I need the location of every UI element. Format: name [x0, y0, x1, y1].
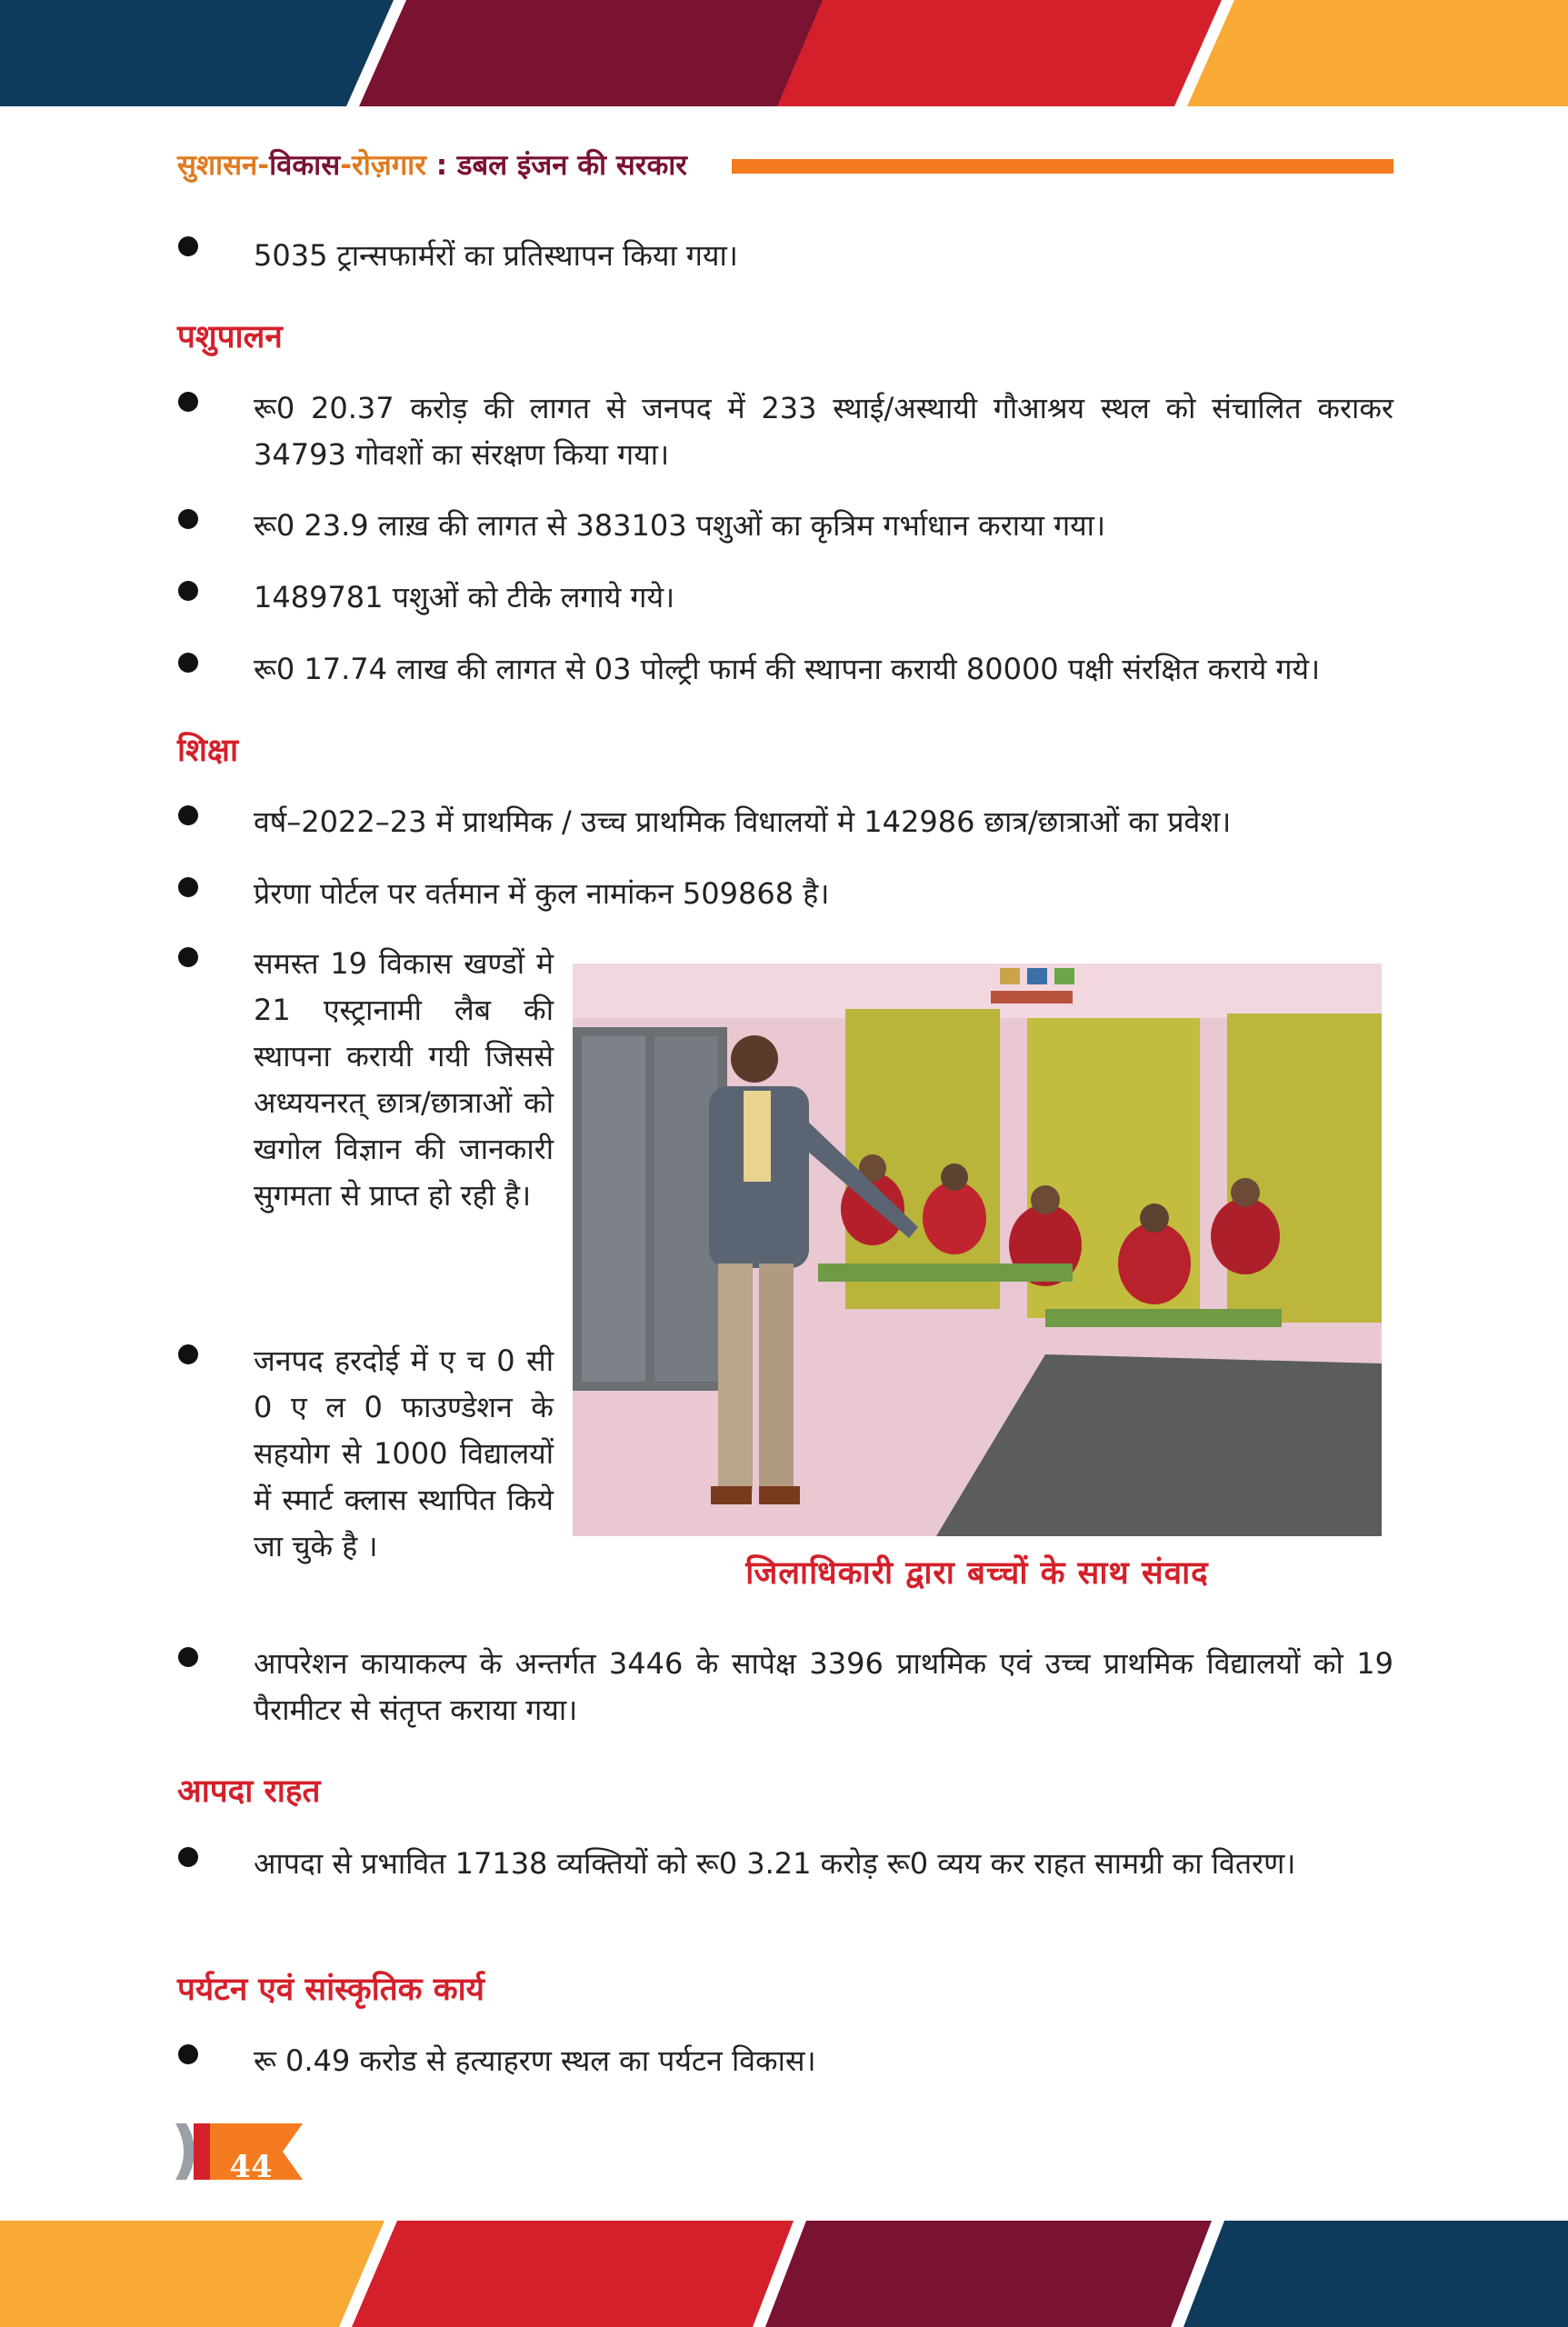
- list-item: आपदा से प्रभावित 17138 व्यक्तियों को रू0 3.21 करोड़ रू0 व्यय कर राहत सामग्री का वितरण।: [254, 1846, 1296, 1881]
- list-item: रू0 20.37 करोड़ की लागत से जनपद में 233 स्थाई/अस्थायी गौआश्रय स्थल को संचालित कराकर 34793 गोवशों का संरक्षण किया गया।: [254, 391, 1393, 472]
- section-title-shiksha: शिक्षा: [177, 733, 239, 769]
- bullet-icon: [178, 877, 198, 897]
- classroom-photo: [573, 964, 1382, 1536]
- bullet-icon: [178, 581, 198, 601]
- bullet-icon: [178, 1847, 198, 1867]
- header-rule: [732, 159, 1393, 174]
- list-item: वर्ष–2022–23 में प्राथमिक / उच्च प्राथमिक विधालयों मे 142986 छात्र/छात्राओं का प्रवेश।: [254, 804, 1232, 839]
- bullet-icon: [178, 509, 198, 529]
- bullet-icon: [178, 947, 198, 967]
- header-title-part2: विकास: [269, 149, 341, 182]
- section-title-paryatan: पर्यटन एवं सांस्कृतिक कार्य: [177, 1972, 484, 2008]
- top-color-band: [0, 0, 1568, 106]
- photo-caption: जिलाधिकारी द्वारा बच्चों के साथ संवाद: [745, 1555, 1209, 1592]
- list-item: आपरेशन कायाकल्प के अन्तर्गत 3446 के सापेक्ष 3396 प्राथमिक एवं उच्च प्राथमिक विद्यालयों को 19 पैरामीटर से संतृप्त कराया गया।: [254, 1646, 1393, 1727]
- list-item: रू0 23.9 लाख़ की लागत से 383103 पशुओं का कृत्रिम गर्भाधान कराया गया।: [254, 508, 1106, 543]
- bullet-icon: [178, 653, 198, 673]
- intro-item: 5035 ट्रान्सफार्मरों का प्रतिस्थापन किया गया।: [254, 238, 738, 273]
- list-item: 1489781 पशुओं को टीके लगाये गये।: [254, 580, 675, 614]
- list-item: समस्त 19 विकास खण्डों मे 21 एस्ट्रानामी लैब की स्थापना करायी गयी जिससे अध्ययनरत् छात्र/छात्राओं को खगोल विज्ञान की जानकारी सुगमता से प्राप्त हो रही है।: [254, 946, 554, 1213]
- header-title-part4: : डबल इंजन की सरकार: [425, 149, 687, 182]
- section-title-aapda: आपदा राहत: [177, 1773, 321, 1810]
- header-title: [177, 145, 687, 184]
- list-item: रू 0.49 करोड से हत्याहरण स्थल का पर्यटन विकास।: [254, 2043, 816, 2078]
- bullet-icon: [178, 2044, 198, 2064]
- list-item: जनपद हरदोई में ए च 0 सी 0 ए ल 0 फाउण्डेशन के सहयोग से 1000 विद्यालयों में स्मार्ट क्लास स्थापित किये जा चुके है ।: [254, 1343, 554, 1563]
- bullet-icon: [178, 392, 198, 412]
- list-item: रू0 17.74 लाख की लागत से 03 पोल्ट्री फार्म की स्थापना करायी 80000 पक्षी संरक्षित कराये गये।: [254, 652, 1321, 686]
- list-item: प्रेरणा पोर्टल पर वर्तमान में कुल नामांकन 509868 है।: [254, 876, 830, 911]
- header-title-part1: सुशासन-: [177, 149, 270, 182]
- bullet-icon: [178, 1344, 198, 1364]
- bullet-icon: [178, 1647, 198, 1667]
- section-title-pashupalan: पशुपालन: [177, 319, 283, 355]
- bottom-color-band: [0, 2221, 1568, 2327]
- bullet-icon: [178, 805, 198, 825]
- bullet-icon: [178, 236, 198, 256]
- page-number: 44: [229, 2149, 273, 2185]
- header-title-part3: -रोज़गार: [340, 149, 426, 182]
